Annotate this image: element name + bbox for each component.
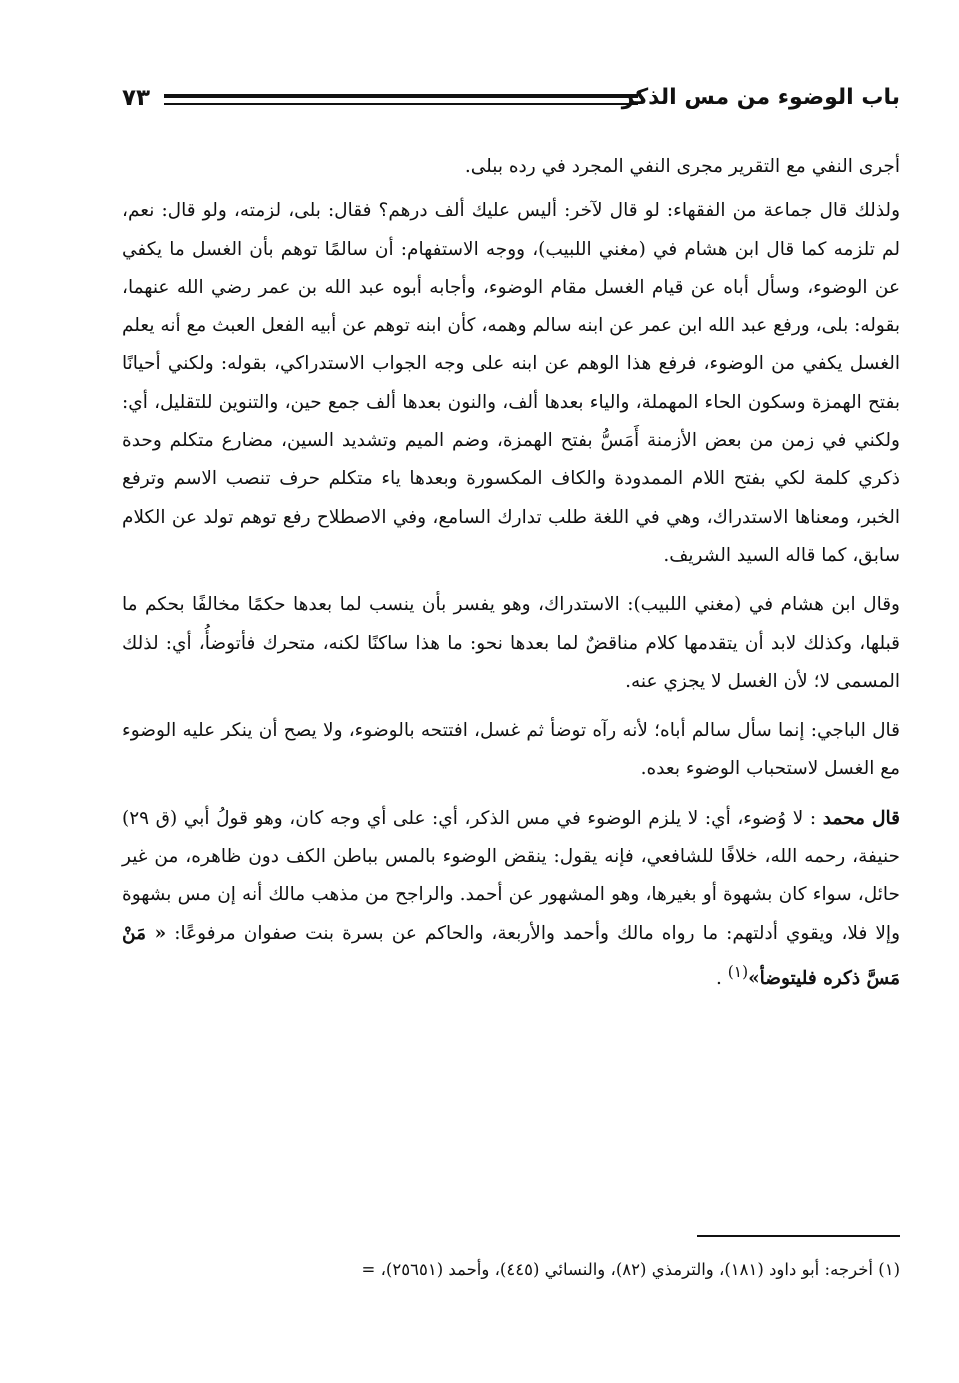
paragraph: أجرى النفي مع التقرير مجرى النفي المجرد في رده ببلى. xyxy=(464,156,900,177)
page-number: ٧٣ xyxy=(122,85,151,111)
header-rule xyxy=(164,94,638,105)
paragraph: ولذلك قال جماعة من الفقهاء: لو قال لآخر: أليس عليك ألف درهم؟ فقال: بلى، لزمته، ولو قال: نعم، لم تلزمه كما قال ابن هشام في (مغني اللبيب)، ووجه الاستفهام: أن سالمًا توهم بأن الغسل ما يكفي عن الوضوء، وسأل أباه عن قيام الغسل مقام الوضوء، وأجابه أبوه عبد الله بن عمر رضي الله عنهما، بقوله: بلى، ورفع عبد الله ابن عمر عن ابنه سالم وهمه، كأن ابنه توهم عن أبيه الفعل العبث مع أنه يعلم الغسل يكفي من الوضوء، فرفع هذا الوهم عن ابنه على وجه الجواب الاستدراكي، بقوله: ولكني أحيانًا بفتح الهمزة وسكون الحاء المهملة، والياء بعدها ألف، والنون بعدها ألف جمع حين، والتنوين للتقليل، أي: ولكني في زمن من بعض الأزمنة أَمَسُّ بفتح الهمزة، وضم الميم وتشديد السين، مضارع متكلم وحدة ذكري كلمة لكي بفتح اللام الممدودة والكاف المكسورة وبعدها ياء متكلم حرف تنصب الاسم وترفع الخبر، ومعناها الاستدراك، وهي في اللغة طلب تدارك السامع، وفي الاصطلاح رفع توهم تولد عن الكلام سابق، كما قاله السيد الشريف. xyxy=(122,200,900,566)
paragraph-lead: قال محمد xyxy=(822,807,901,829)
footnote-ref: (١) xyxy=(727,962,749,981)
paragraph xyxy=(122,800,900,999)
paragraph-text: : لا وُضوء، أي: لا يلزم الوضوء في مس الذكر، أي: على أي وجه كان، وهو قولُ أبي (ق ٢٩) حنيفة، رحمه الله، خلافًا للشافعي، فإنه يقول: ينقض الوضوء بالمس بباطن الكف دون ظاهره، من غير حائل، سواء كان بشهوة أو بغيرها، وهو المشهور عن أحمد. والراجح من مذهب مالك أنه إن مس بشهوة وإلا فلا، ويقوي أدلتهم: ما رواه مالك وأحمد والأربعة، والحاكم عن بسرة بنت صفوان مرفوعًا: xyxy=(122,807,901,944)
running-header xyxy=(122,78,900,118)
chapter-title: باب الوضوء من مس الذكر xyxy=(621,85,900,110)
hadith-quote: « مَنْ مَسَّ ذكره فليتوضأ» xyxy=(122,922,900,990)
main-text xyxy=(122,148,900,1009)
paragraph-end: . xyxy=(715,968,722,990)
footnote: (١) أخرجه: أبو داود (١٨١)، والترمذي (٨٢)، والنسائي (٤٤٥)، وأحمد (٢٥٦٥١)، = xyxy=(361,1260,900,1279)
paragraph: وقال ابن هشام في (مغني اللبيب): الاستدراك، وهو يفسر بأن ينسب لما بعدها حكمًا مخالفًا بحكم ما قبلها، وكذلك لابد أن يتقدمها كلام مناقضٌ لما بعدها نحو: ما هذا ساكنًا لكنه، متحرك فأتوضأُ، أي: لذلك المسمى لا؛ لأن الغسل لا يجزي عنه. xyxy=(122,594,900,692)
paragraph: قال الباجي: إنما سأل سالم أباه؛ لأنه رآه توضأ ثم غسل، افتتحه بالوضوء، ولا يصح أن ينكر عليه الوضوء مع الغسل لاستحباب الوضوء بعده. xyxy=(122,720,900,780)
footnote-divider xyxy=(697,1235,900,1237)
